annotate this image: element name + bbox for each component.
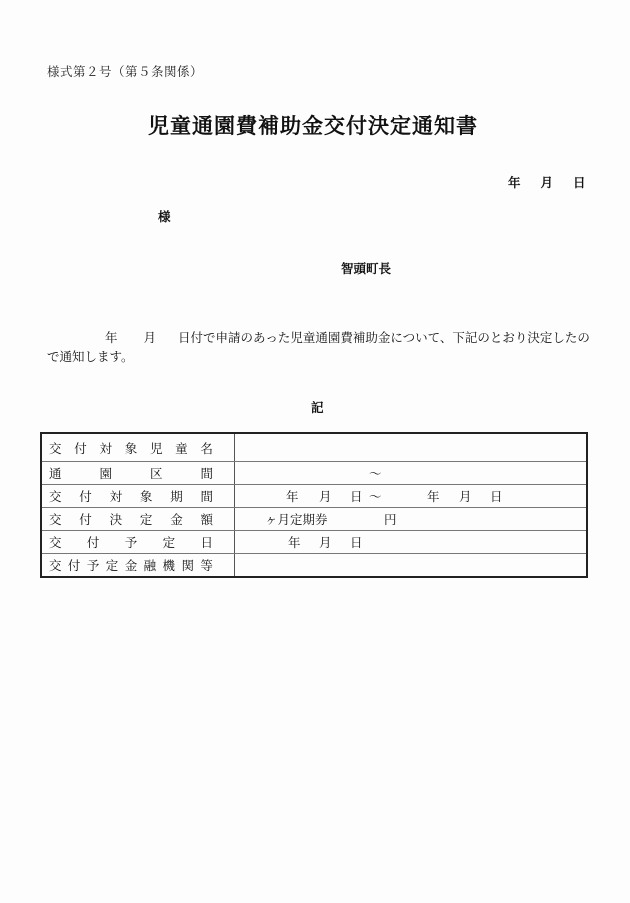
form-number: 様式第２号（第５条関係）: [47, 64, 204, 79]
document-title: 児童通園費補助金交付決定通知書: [148, 114, 478, 138]
body-text: 日付で申請のあった児童通園費補助金について、下記のとおり決定したので通知します。: [47, 330, 590, 364]
tilde: ～: [369, 466, 382, 481]
row-label: 交 付 決 定 金 額: [41, 508, 235, 531]
eligible-period-value[interactable]: 年 月 日 ～ 年 月 日: [235, 485, 588, 508]
grant-amount-value[interactable]: ヶ月定期券 円: [235, 508, 588, 531]
scheduled-date-value[interactable]: 年 月 日: [235, 531, 588, 554]
commute-section-value[interactable]: [235, 462, 588, 485]
table-row-child-name: [41, 433, 587, 462]
issue-date-day: 日: [573, 175, 586, 190]
child-name-value[interactable]: [235, 433, 588, 462]
table-row-eligible-period: [41, 485, 587, 508]
table-row-commute-section: [41, 462, 587, 485]
decision-details-table: [40, 432, 588, 578]
row-label: 交 付 予 定 日: [41, 531, 235, 554]
table-row-scheduled-date: [41, 531, 587, 554]
financial-institution-value[interactable]: [235, 554, 588, 578]
issue-date-month: 月: [540, 175, 554, 190]
body-year: 年: [105, 330, 118, 345]
ki-label: 記: [311, 400, 324, 415]
row-label: 交 付 対 象 児 童 名: [41, 433, 235, 462]
table-row-grant-amount: [41, 508, 587, 531]
issue-date: [508, 173, 586, 191]
body-month: 月: [143, 330, 157, 345]
issue-date-year: 年: [508, 175, 521, 190]
row-label: 交 付 予 定 金 融 機 関 等: [41, 554, 235, 578]
recipient-honorific: 様: [158, 209, 171, 224]
notice-body: [47, 328, 592, 366]
row-label: 交 付 対 象 期 間: [41, 485, 235, 508]
issuer-name: 智頭町長: [341, 261, 392, 276]
row-label: 通 園 区 間: [41, 462, 235, 485]
table-row-financial-institution: [41, 554, 587, 578]
